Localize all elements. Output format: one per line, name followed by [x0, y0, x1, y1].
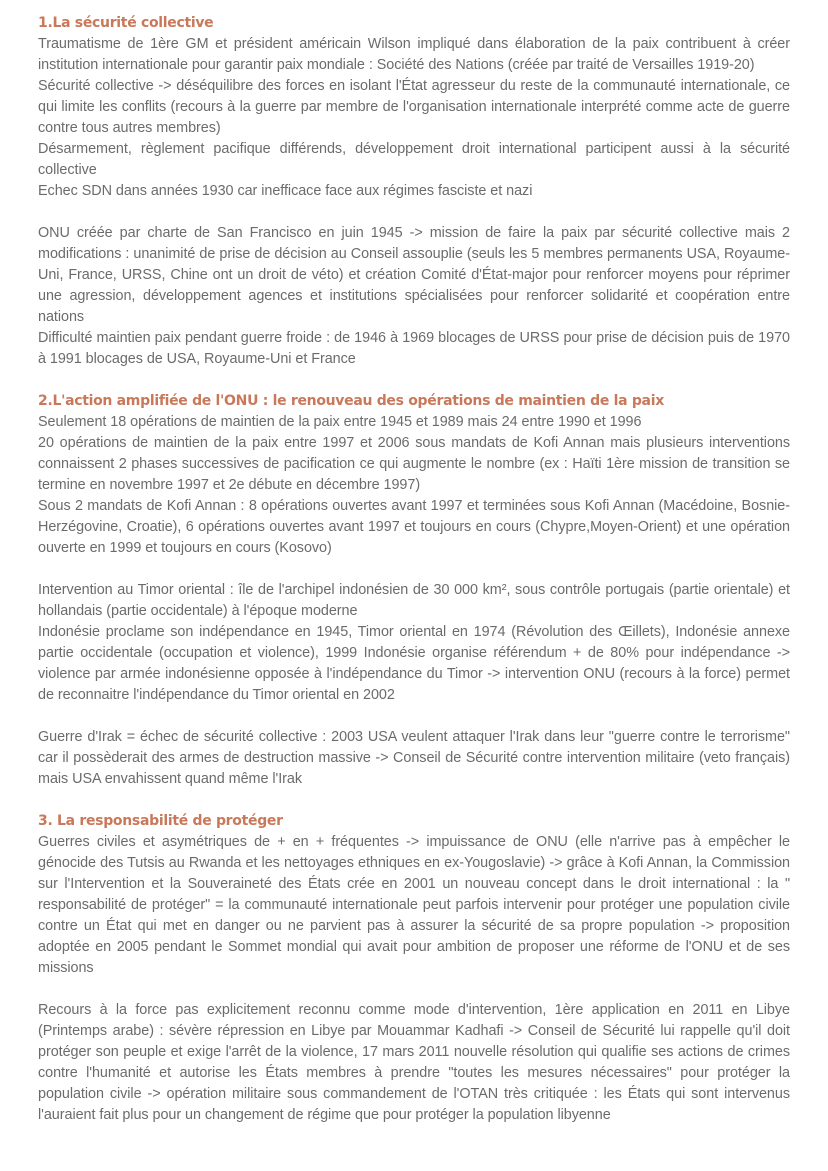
- paragraph: Echec SDN dans années 1930 car inefficace face aux régimes fasciste et nazi: [38, 183, 533, 199]
- spacer: [38, 559, 790, 580]
- section-collective-security: [38, 13, 790, 370]
- paragraph: Intervention au Timor oriental : île de l'archipel indonésien de 30 000 km², sous contrôle portugais (partie orientale) et hollandais (partie occidentale) à l'époque moderne: [38, 582, 790, 619]
- spacer: [38, 790, 790, 811]
- paragraph: Sous 2 mandats de Kofi Annan : 8 opérations ouvertes avant 1997 et terminées sous Kofi Annan (Macédoine, Bosnie-Herzégovine, Croatie), 6 opérations ouvertes avant 1997 et toujours en cours (Chypre,Moyen-Orient) et une opération ouverte en 1999 et toujours en cours (Kosovo): [38, 498, 790, 556]
- paragraph: Guerres civiles et asymétriques de + en + fréquentes -> impuissance de ONU (elle n'arrive pas à empêcher le génocide des Tutsis au Rwanda et les nettoyages ethniques en ex-Yougoslavie) -> grâce à Kofi Annan, la Commission sur l'Intervention et la Souveraineté des États crée en 2001 un nouveau concept dans le droit international : la " responsabilité de protéger" = la communauté internationale peut parfois intervenir pour protéger une population civile contre un État qui met en danger ou ne parvient pas à assurer la sécurité de sa propre population -> proposition adoptée en 2005 pendant le Sommet mondial qui avait pour ambition de proposer une réforme de l'ONU et de ses missions: [38, 834, 790, 976]
- section-heading: 2.L'action amplifiée de l'ONU : le renouveau des opérations de maintien de la paix: [38, 393, 664, 409]
- paragraph: 20 opérations de maintien de la paix entre 1997 et 2006 sous mandats de Kofi Annan mais plusieurs interventions connaissent 2 phases successives de pacification ce qui augmente le nombre (ex : Haïti 1ère mission de transition se termine en novembre 1997 et 2e débute en décembre 1997): [38, 435, 790, 493]
- paragraph: Recours à la force pas explicitement reconnu comme mode d'intervention, 1ère application en 2011 en Libye (Printemps arabe) : sévère répression en Libye par Mouammar Kadhafi -> Conseil de Sécurité lui rappelle qu'il doit protéger son peuple et exige l'arrêt de la violence, 17 mars 2011 nouvelle résolution qui qualifie ses actions de crimes contre l'humanité et autorise les États membres à prendre "toutes les mesures nécessaires" pour protéger la population civile -> opération militaire sous commandement de l'OTAN très critiquée : les États qui sont intervenus l'auraient fait plus pour un changement de régime que pour protéger la population libyenne: [38, 1002, 790, 1123]
- section-heading: 3. La responsabilité de protéger: [38, 813, 283, 829]
- paragraph: Difficulté maintien paix pendant guerre froide : de 1946 à 1969 blocages de URSS pour prise de décision puis de 1970 à 1991 blocages de USA, Royaume-Uni et France: [38, 330, 790, 367]
- paragraph: Guerre d'Irak = échec de sécurité collective : 2003 USA veulent attaquer l'Irak dans leur "guerre contre le terrorisme" car il possèderait des armes de destruction massive -> Conseil de Sécurité contre intervention militaire (veto français) mais USA envahissent quand même l'Irak: [38, 729, 790, 787]
- spacer: [38, 370, 790, 391]
- paragraph: Indonésie proclame son indépendance en 1945, Timor oriental en 1974 (Révolution des Œillets), Indonésie annexe partie occidentale (occupation et violence), 1999 Indonésie organise référendum + de 80% pour indépendance -> violence par armée indonésienne opposée à l'indépendance du Timor -> intervention ONU (recours à la force) permet de reconnaitre l'indépendance du Timor oriental en 2002: [38, 624, 790, 703]
- paragraph: Traumatisme de 1ère GM et président américain Wilson impliqué dans élaboration de la paix contribuent à créer institution internationale pour garantir paix mondiale : Société des Nations (créée par traité de Versailles 1919-20): [38, 36, 790, 73]
- paragraph: Seulement 18 opérations de maintien de la paix entre 1945 et 1989 mais 24 entre 1990 et 1996: [38, 414, 642, 430]
- section-responsibility-to-protect: [38, 811, 790, 1126]
- spacer: [38, 979, 790, 1000]
- paragraph: Désarmement, règlement pacifique différends, développement droit international participent aussi à la sécurité collective: [38, 141, 790, 178]
- document-page: [38, 13, 790, 1126]
- spacer: [38, 202, 790, 223]
- spacer: [38, 706, 790, 727]
- section-heading: 1.La sécurité collective: [38, 15, 214, 31]
- section-peacekeeping-operations: [38, 391, 790, 790]
- paragraph: Sécurité collective -> déséquilibre des forces en isolant l'État agresseur du reste de la communauté internationale, ce qui limite les conflits (recours à la guerre par membre de l'organisation internationale interprété comme acte de guerre contre tous autres membres): [38, 78, 790, 136]
- paragraph: ONU créée par charte de San Francisco en juin 1945 -> mission de faire la paix par sécurité collective mais 2 modifications : unanimité de prise de décision au Conseil assouplie (seuls les 5 membres permanents USA, Royaume-Uni, France, URSS, Chine ont un droit de véto) et création Comité d'État-major pour renforcer moyens pour réprimer une agression, développement agences et institutions spécialisées pour renforcer solidarité et coopération entre nations: [38, 225, 790, 325]
